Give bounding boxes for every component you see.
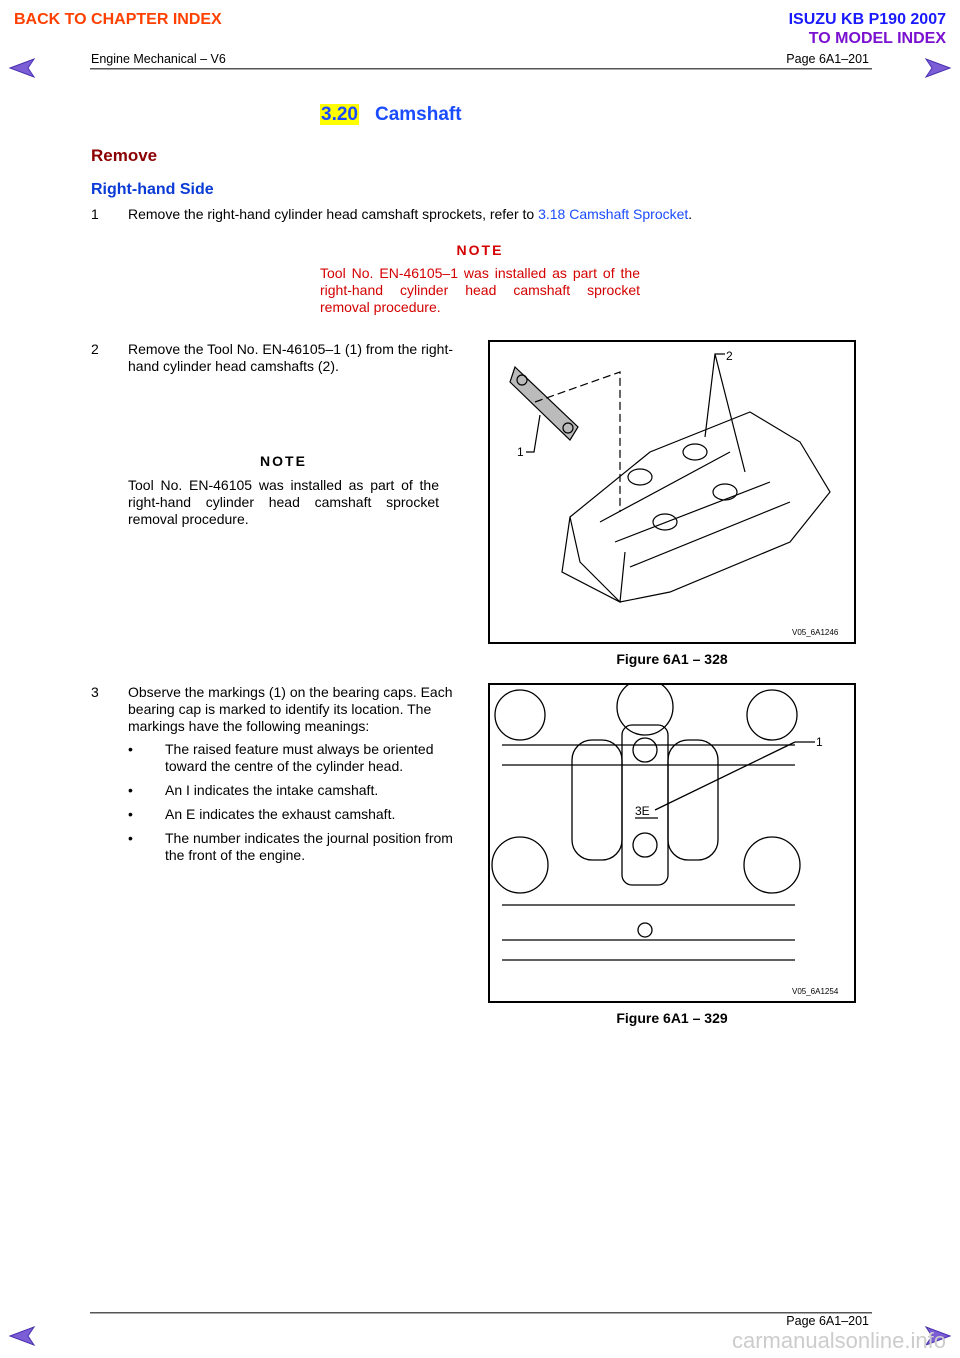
figure-code: V05_6A1254 (792, 987, 839, 996)
step-2-text: Remove the Tool No. EN-46105–1 (1) from the right-hand cylinder head camshafts (2). (128, 341, 454, 374)
step-number: 1 (91, 206, 99, 222)
camshaft-sprocket-link[interactable]: 3.18 Camshaft Sprocket (538, 206, 689, 222)
bullet: • (128, 782, 133, 798)
callout-1: 1 (816, 735, 823, 749)
note-heading: NOTE (456, 242, 504, 258)
bullet-text: An I indicates the intake camshaft. (165, 782, 379, 798)
step-number: 3 (91, 684, 99, 700)
step-3-text: Observe the markings (1) on the bearing caps. Each bearing cap is marked to identify its location. The markings have the following meanings: (128, 684, 453, 734)
back-to-chapter-index-link[interactable]: BACK TO CHAPTER INDEX (14, 11, 222, 28)
right-hand-side-heading: Right-hand Side (91, 181, 214, 198)
footer-page-number: Page 6A1–201 (786, 1314, 869, 1328)
section-number[interactable]: 3.20 (321, 104, 358, 125)
figure-code: V05_6A1246 (792, 628, 839, 637)
to-model-index-link[interactable]: TO MODEL INDEX (808, 30, 946, 47)
callout-2: 2 (726, 349, 733, 363)
step-1-text: Remove the right-hand cylinder head camshaft sprockets, refer to 3.18 Camshaft Sprocket. (128, 206, 693, 222)
section-title (320, 104, 462, 126)
model-title: ISUZU KB P190 2007 (788, 11, 946, 28)
bullet: • (128, 806, 133, 822)
footer-divider (90, 1312, 872, 1314)
previous-page-arrow-icon[interactable] (8, 57, 36, 79)
note-heading: NOTE (260, 453, 307, 469)
section-name: Engine Mechanical – V6 (91, 52, 226, 66)
bullet: • (128, 830, 133, 846)
callout-1: 1 (517, 445, 524, 459)
section-title-text: Camshaft (374, 104, 462, 125)
remove-heading: Remove (91, 146, 158, 165)
note-text: Tool No. EN-46105 was installed as part of the right-hand cylinder head camshaft sprocket removal procedure. (128, 477, 439, 527)
figure-329 (488, 683, 856, 1003)
watermark: carmanualsonline.info (731, 1328, 946, 1353)
bearing-cap-marking: 3E (635, 804, 650, 818)
bullet-text: The number indicates the journal position from the front of the engine. (165, 830, 453, 863)
page-number: Page 6A1–201 (786, 52, 869, 66)
cylinder-head-illustration (490, 342, 854, 642)
next-page-arrow-icon[interactable] (924, 57, 952, 79)
bullet-text: The raised feature must always be oriented toward the centre of the cylinder head. (165, 741, 434, 774)
figure-328 (488, 340, 856, 644)
bullet-text: An E indicates the exhaust camshaft. (165, 806, 396, 822)
figure-caption: Figure 6A1 – 329 (616, 1010, 728, 1026)
note-text: Tool No. EN-46105–1 was installed as part of the right-hand cylinder head camshaft sprocket removal procedure. (320, 265, 640, 315)
previous-page-arrow-icon[interactable] (8, 1325, 36, 1347)
header-divider (90, 68, 872, 70)
bullet: • (128, 741, 133, 757)
step-number: 2 (91, 341, 99, 357)
figure-caption: Figure 6A1 – 328 (616, 651, 728, 667)
bearing-cap-illustration (490, 685, 854, 1001)
